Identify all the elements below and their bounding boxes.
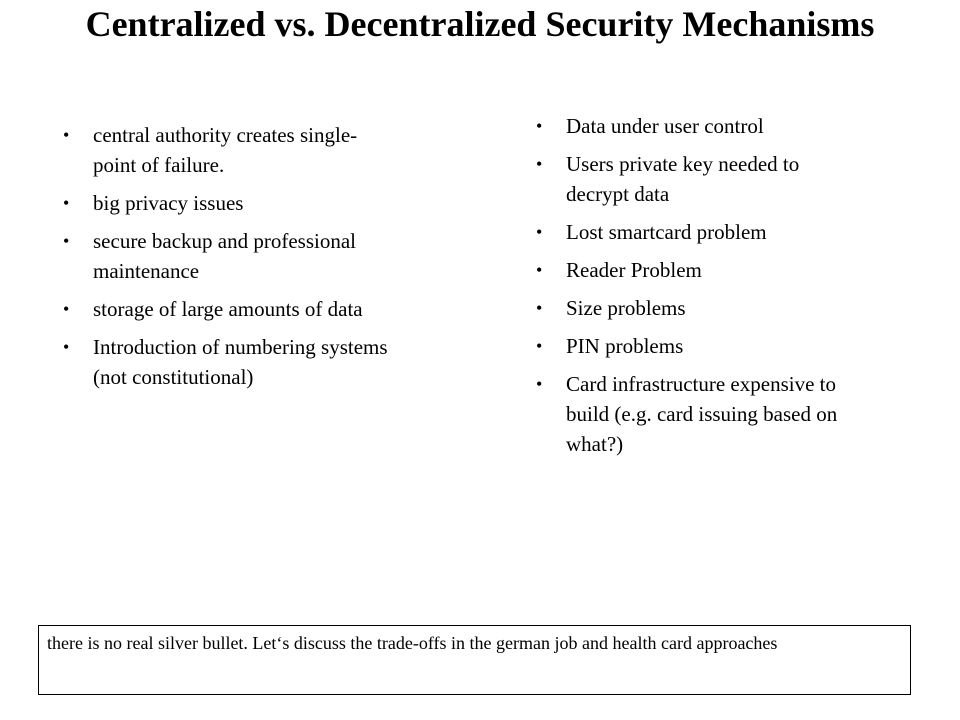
bullet-text: Data under user control [566, 114, 764, 138]
list-item [63, 294, 393, 324]
bullet-text: Introduction of numbering systems (not constitutional) [93, 335, 388, 389]
bullet-icon: • [536, 374, 543, 394]
bullet-text: Users private key needed to decrypt data [566, 152, 800, 206]
bullet-icon: • [536, 222, 543, 242]
list-item [63, 226, 393, 286]
centralized-bullet-list [63, 120, 393, 400]
bullet-text: storage of large amounts of data [93, 297, 363, 321]
bullet-icon: • [63, 231, 70, 251]
bullet-text: central authority creates single-point of failure. [93, 123, 358, 177]
bullet-icon: • [536, 260, 543, 280]
bullet-text: secure backup and professional maintenance [93, 229, 356, 283]
decentralized-bullet-list [536, 111, 856, 467]
bullet-text: PIN problems [566, 334, 684, 358]
bullet-icon: • [63, 337, 70, 357]
bullet-text: Reader Problem [566, 258, 702, 282]
bullet-text: Lost smartcard problem [566, 220, 767, 244]
list-item [536, 149, 856, 209]
bullet-icon: • [536, 154, 543, 174]
list-item [63, 188, 393, 218]
list-item [536, 111, 856, 141]
slide-title: Centralized vs. Decentralized Security Mechanisms [85, 4, 875, 44]
discussion-note-box: there is no real silver bullet. Let‘s discuss the trade-offs in the german job and health card approaches [38, 625, 911, 695]
bullet-icon: • [536, 298, 543, 318]
bullet-icon: • [63, 125, 70, 145]
bullet-icon: • [536, 116, 543, 136]
bullet-icon: • [63, 299, 70, 319]
list-item [536, 369, 856, 459]
bullet-text: big privacy issues [93, 191, 244, 215]
list-item [536, 293, 856, 323]
list-item [63, 332, 393, 392]
list-item [536, 255, 856, 285]
bullet-icon: • [536, 336, 543, 356]
list-item [536, 331, 856, 361]
bullet-text: Card infrastructure expensive to build (e.g. card issuing based on what?) [566, 372, 838, 456]
bullet-icon: • [63, 193, 70, 213]
list-item [536, 217, 856, 247]
list-item [63, 120, 393, 180]
bullet-text: Size problems [566, 296, 686, 320]
